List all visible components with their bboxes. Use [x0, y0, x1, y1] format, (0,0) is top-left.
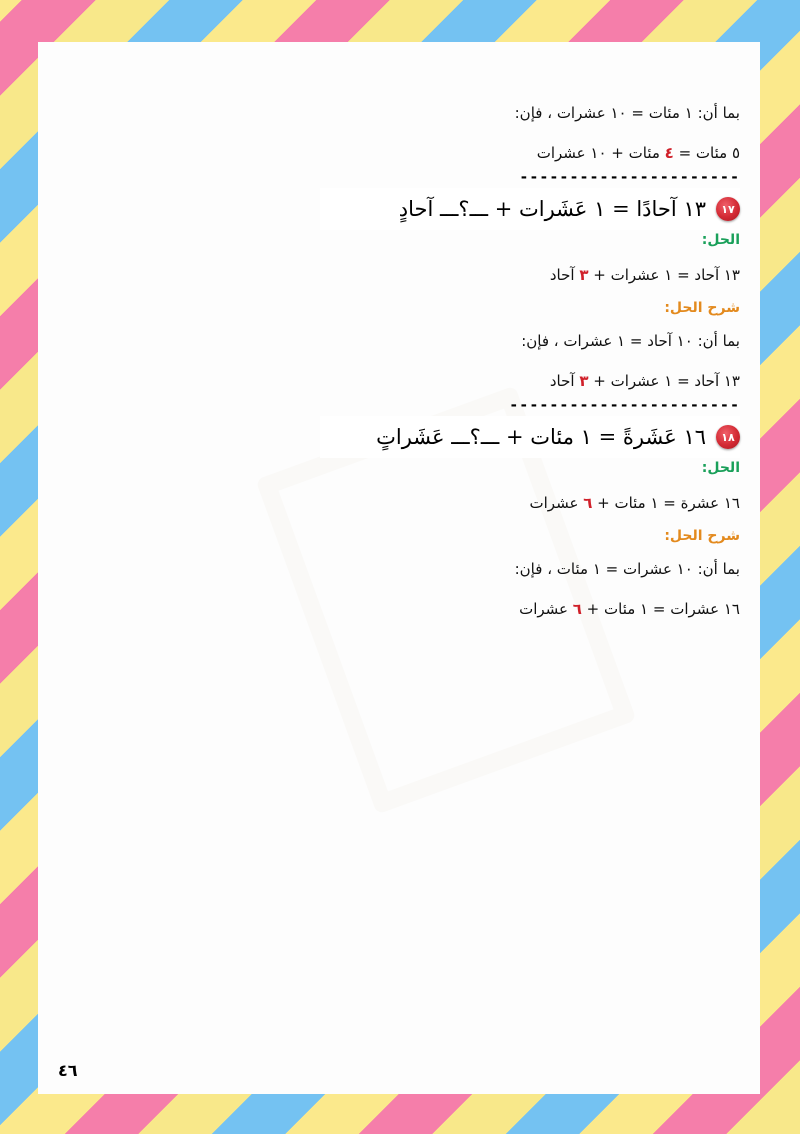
- q17-explanation-line1: بما أن: ١٠ آحاد = ١ عشرات ، فإن:: [521, 332, 740, 350]
- q18-explanation-answer: ٦: [572, 600, 582, 618]
- q17-explanation-answer: ٣: [579, 372, 589, 390]
- q18-solution-pre: ١٦ عشرة = ١ مئات +: [592, 494, 740, 512]
- section-a-line1: بما أن: ١ مئات = ١٠ عشرات ، فإن:: [514, 104, 740, 122]
- q17-explanation-line2: [320, 370, 740, 392]
- q18-solution: [320, 492, 740, 514]
- q18-explanation-pre: ١٦ عشرات = ١ مئات +: [581, 600, 740, 618]
- page-number: ٤٦: [58, 1061, 78, 1080]
- page-content: [320, 102, 740, 620]
- section-a-line2-post: مئات + ١٠ عشرات: [536, 144, 665, 162]
- q17-solution: [320, 264, 740, 286]
- question-17-badge: ١٧: [716, 197, 740, 221]
- section-a-answer: ٤: [664, 144, 674, 162]
- section-a-line2-pre: ٥ مئات =: [673, 144, 740, 162]
- question-17-text: ١٣ آحادًا = ١ عَشَرات + ـــ؟ـــ آحادٍ: [398, 197, 706, 221]
- q17-explanation-label: شرح الحل:: [664, 300, 740, 316]
- q17-explanation-post: آحاد: [549, 372, 580, 390]
- q18-explanation-post: عشرات: [519, 600, 573, 618]
- q18-explanation-line2: [320, 598, 740, 620]
- question-17: [320, 188, 740, 230]
- q18-explanation-label: شرح الحل:: [664, 528, 740, 544]
- separator-2: -----------------------: [509, 396, 740, 414]
- separator-1: ----------------------: [519, 168, 740, 186]
- q17-solution-post: آحاد: [549, 266, 580, 284]
- question-18-text: ١٦ عَشَرةً = ١ مئات + ـــ؟ـــ عَشَراتٍ: [376, 425, 706, 449]
- section-a-line2: [320, 142, 740, 164]
- question-18-badge: ١٨: [716, 425, 740, 449]
- q17-explanation-pre: ١٣ آحاد = ١ عشرات +: [588, 372, 740, 390]
- q17-solution-answer: ٣: [579, 266, 589, 284]
- q18-solution-answer: ٦: [583, 494, 593, 512]
- question-18: [320, 416, 740, 458]
- q18-solution-label: الحل:: [701, 460, 740, 476]
- q17-solution-pre: ١٣ آحاد = ١ عشرات +: [588, 266, 740, 284]
- page-sheet: [38, 42, 760, 1094]
- q17-solution-label: الحل:: [701, 232, 740, 248]
- q18-solution-post: عشرات: [529, 494, 584, 512]
- q18-explanation-line1: بما أن: ١٠ عشرات = ١ مئات ، فإن:: [514, 560, 740, 578]
